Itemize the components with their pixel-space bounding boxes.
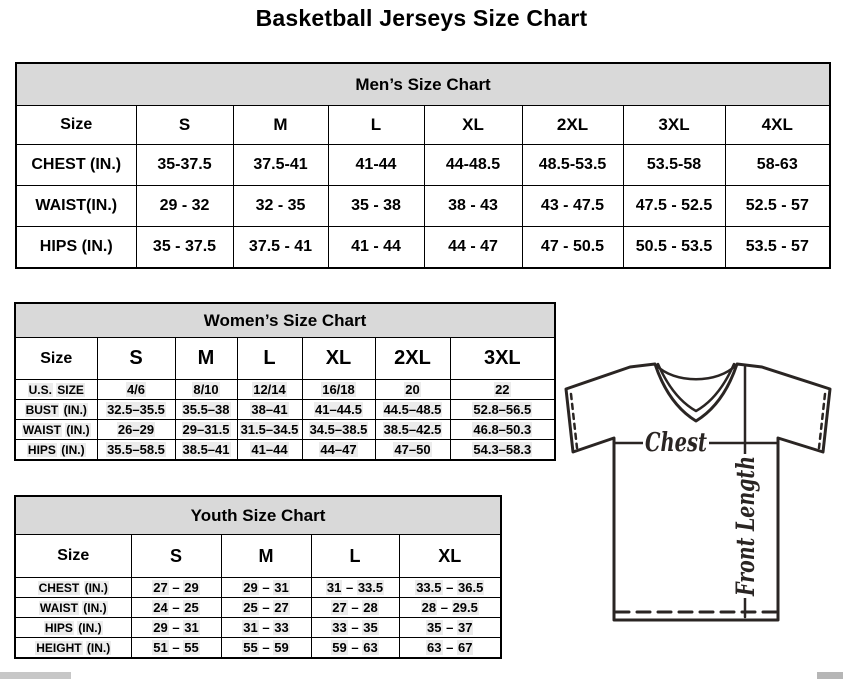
value-token: 20 <box>405 382 420 397</box>
value-cell: 50.5 - 53.5 <box>623 227 725 269</box>
table-title: Women’s Size Chart <box>15 303 555 338</box>
row-label: CHEST (IN.) <box>16 145 136 186</box>
table-row <box>15 440 555 461</box>
value-token: 16/18 <box>322 382 355 397</box>
value-cell: 47 - 50.5 <box>522 227 623 269</box>
value-token: (IN.) <box>83 600 107 615</box>
value-token: 63 <box>363 640 378 655</box>
value-token: 55 <box>184 640 199 655</box>
value-cell <box>450 420 555 440</box>
value-token: 55 <box>243 640 258 655</box>
value-cell: 31 – 33.5 <box>311 578 399 598</box>
value-token: U.S. <box>28 382 52 397</box>
value-token: 24 <box>153 600 168 615</box>
value-token: 44–47 <box>320 442 357 457</box>
table-row <box>15 598 501 618</box>
value-token: 33 <box>332 620 347 635</box>
value-cell: 41-44 <box>328 145 424 186</box>
value-token: 34.5–38.5 <box>309 422 368 437</box>
value-token: 29–31.5 <box>182 422 230 437</box>
value-token: 35.5–38 <box>182 402 230 417</box>
value-token: 28 <box>421 600 437 615</box>
table-row <box>15 400 555 420</box>
size-header-label: Size <box>16 106 136 145</box>
column-header: M <box>221 535 311 578</box>
value-token: HIPS <box>44 620 73 635</box>
value-token: 33.5 <box>416 580 442 595</box>
value-cell: 35 - 38 <box>328 186 424 227</box>
column-header: 2XL <box>375 338 450 380</box>
value-cell: 44 - 47 <box>424 227 522 269</box>
value-token: 35.5–58.5 <box>107 442 165 457</box>
value-token: 4/6 <box>126 382 146 397</box>
value-cell: 31 – 33 <box>221 618 311 638</box>
womens-table <box>14 302 556 461</box>
value-cell <box>450 400 555 420</box>
value-cell <box>302 440 375 461</box>
value-cell <box>450 440 555 461</box>
value-token: 8/10 <box>193 382 219 397</box>
value-token: (IN.) <box>66 422 90 437</box>
value-token: 31 <box>326 580 342 595</box>
row-label <box>15 598 131 618</box>
value-cell <box>97 380 175 400</box>
value-token: 32.5–35.5 <box>107 402 165 417</box>
value-token: (IN.) <box>86 640 111 655</box>
value-cell: 37.5 - 41 <box>233 227 328 269</box>
value-cell: 52.5 - 57 <box>725 186 830 227</box>
value-token: 25 <box>243 600 258 615</box>
table-row <box>16 145 830 186</box>
column-header: L <box>237 338 302 380</box>
value-token: 28 <box>363 600 378 615</box>
value-cell <box>97 440 175 461</box>
value-token: 27 <box>274 600 289 615</box>
row-label <box>15 578 131 598</box>
value-token: 51 <box>153 640 168 655</box>
value-cell: 35-37.5 <box>136 145 233 186</box>
value-cell: 58-63 <box>725 145 830 186</box>
table-title: Youth Size Chart <box>15 496 501 535</box>
row-label: WAIST(IN.) <box>16 186 136 227</box>
value-token: 29 <box>153 620 168 635</box>
value-token: 46.8–50.3 <box>473 422 532 437</box>
value-cell <box>375 420 450 440</box>
value-token: (IN.) <box>84 580 108 595</box>
value-cell <box>175 400 237 420</box>
horizontal-scrollbar-fragment[interactable] <box>817 672 843 679</box>
value-token: 38.5–42.5 <box>383 422 442 437</box>
value-cell: 48.5-53.5 <box>522 145 623 186</box>
row-label <box>15 380 97 400</box>
value-token: 47–50 <box>394 442 431 457</box>
value-cell: 55 – 59 <box>221 638 311 659</box>
value-cell <box>237 440 302 461</box>
value-token: 29.5 <box>452 600 478 615</box>
value-token: (IN.) <box>78 620 102 635</box>
value-cell <box>302 380 375 400</box>
value-cell <box>175 440 237 461</box>
value-cell <box>302 400 375 420</box>
value-token: HIPS <box>27 442 56 457</box>
value-token: WAIST <box>22 422 61 437</box>
column-header: L <box>311 535 399 578</box>
youth-table <box>14 495 502 659</box>
column-header: 2XL <box>522 106 623 145</box>
collar-back-line <box>656 365 736 379</box>
value-token: 26–29 <box>117 422 155 437</box>
value-cell: 41 - 44 <box>328 227 424 269</box>
value-token: 36.5 <box>458 580 484 595</box>
value-cell: 29 – 31 <box>131 618 221 638</box>
value-cell: 29 – 31 <box>221 578 311 598</box>
page-title: Basketball Jerseys Size Chart <box>255 5 588 31</box>
horizontal-scrollbar-thumb[interactable] <box>0 672 71 679</box>
value-token: 67 <box>458 640 473 655</box>
column-header: L <box>328 106 424 145</box>
value-token: 25 <box>184 600 199 615</box>
value-cell: 53.5 - 57 <box>725 227 830 269</box>
value-token: 22 <box>495 382 510 397</box>
table-row <box>16 186 830 227</box>
value-cell <box>97 420 175 440</box>
value-cell: 27 – 29 <box>131 578 221 598</box>
value-cell <box>175 420 237 440</box>
column-header: S <box>131 535 221 578</box>
value-cell: 33 – 35 <box>311 618 399 638</box>
value-cell: 37.5-41 <box>233 145 328 186</box>
row-label <box>15 618 131 638</box>
value-cell <box>375 380 450 400</box>
row-label <box>15 638 131 659</box>
table-row <box>15 380 555 400</box>
value-token: BUST <box>25 402 59 417</box>
value-cell <box>175 380 237 400</box>
mens-table <box>15 62 831 269</box>
value-cell: 63 – 67 <box>399 638 501 659</box>
value-token: 31.5–34.5 <box>240 422 299 437</box>
chest-label: Chest <box>645 428 707 458</box>
value-cell <box>450 380 555 400</box>
table-row <box>16 227 830 269</box>
table-row <box>15 618 501 638</box>
value-token: 63 <box>427 640 442 655</box>
value-cell: 53.5-58 <box>623 145 725 186</box>
table-title: Men’s Size Chart <box>16 63 830 106</box>
value-cell <box>237 420 302 440</box>
column-header: M <box>175 338 237 380</box>
value-token: 12/14 <box>253 382 286 397</box>
value-token: 59 <box>274 640 289 655</box>
value-cell: 28 – 29.5 <box>399 598 501 618</box>
jersey-outline <box>566 364 830 620</box>
value-token: 31 <box>243 620 258 635</box>
value-cell <box>237 380 302 400</box>
value-cell <box>97 400 175 420</box>
front-length-label: Front Length <box>731 411 760 596</box>
value-token: (IN.) <box>61 442 85 457</box>
value-cell <box>302 420 375 440</box>
value-token: 41–44 <box>251 442 288 457</box>
row-label <box>15 400 97 420</box>
value-cell <box>375 440 450 461</box>
value-token: 29 <box>184 580 199 595</box>
value-token: HEIGHT <box>36 640 82 655</box>
value-token: 33 <box>274 620 289 635</box>
table-row <box>15 638 501 659</box>
value-token: 38.5–41 <box>182 442 230 457</box>
value-token: 33.5 <box>357 580 384 595</box>
value-token: 31 <box>184 620 199 635</box>
value-cell <box>375 400 450 420</box>
value-cell <box>237 400 302 420</box>
value-token: 59 <box>332 640 347 655</box>
column-header: S <box>97 338 175 380</box>
value-token: 29 <box>243 580 258 595</box>
value-token: 38–41 <box>251 402 288 417</box>
jersey-diagram <box>556 354 840 628</box>
value-cell: 43 - 47.5 <box>522 186 623 227</box>
value-cell: 38 - 43 <box>424 186 522 227</box>
size-header-label: Size <box>15 535 131 578</box>
value-cell: 32 - 35 <box>233 186 328 227</box>
value-token: 54.3–58.3 <box>473 442 532 457</box>
value-token: WAIST <box>39 600 78 615</box>
value-cell: 47.5 - 52.5 <box>623 186 725 227</box>
value-cell: 44-48.5 <box>424 145 522 186</box>
value-token: 52.8–56.5 <box>473 402 532 417</box>
value-token: 35 <box>363 620 378 635</box>
value-token: 27 <box>332 600 347 615</box>
value-cell: 29 - 32 <box>136 186 233 227</box>
value-token: 37 <box>458 620 473 635</box>
value-token: 27 <box>153 580 168 595</box>
value-token: 41–44.5 <box>315 402 362 417</box>
row-label <box>15 420 97 440</box>
value-token: 44.5–48.5 <box>383 402 442 417</box>
column-header: 3XL <box>450 338 555 380</box>
column-header: XL <box>399 535 501 578</box>
value-cell: 33.5 – 36.5 <box>399 578 501 598</box>
value-token: 31 <box>274 580 289 595</box>
row-label: HIPS (IN.) <box>16 227 136 269</box>
value-cell: 59 – 63 <box>311 638 399 659</box>
value-cell: 25 – 27 <box>221 598 311 618</box>
column-header: XL <box>302 338 375 380</box>
column-header: XL <box>424 106 522 145</box>
row-label <box>15 440 97 461</box>
table-row <box>15 578 501 598</box>
column-header: 4XL <box>725 106 830 145</box>
value-cell: 24 – 25 <box>131 598 221 618</box>
column-header: M <box>233 106 328 145</box>
value-token: 35 <box>427 620 442 635</box>
table-row <box>15 420 555 440</box>
column-header: 3XL <box>623 106 725 145</box>
value-cell: 51 – 55 <box>131 638 221 659</box>
value-token: CHEST <box>38 580 80 595</box>
value-token: (IN.) <box>63 402 87 417</box>
value-cell: 35 – 37 <box>399 618 501 638</box>
value-cell: 27 – 28 <box>311 598 399 618</box>
value-cell: 35 - 37.5 <box>136 227 233 269</box>
size-header-label: Size <box>15 338 97 380</box>
value-token: SIZE <box>57 382 84 397</box>
column-header: S <box>136 106 233 145</box>
